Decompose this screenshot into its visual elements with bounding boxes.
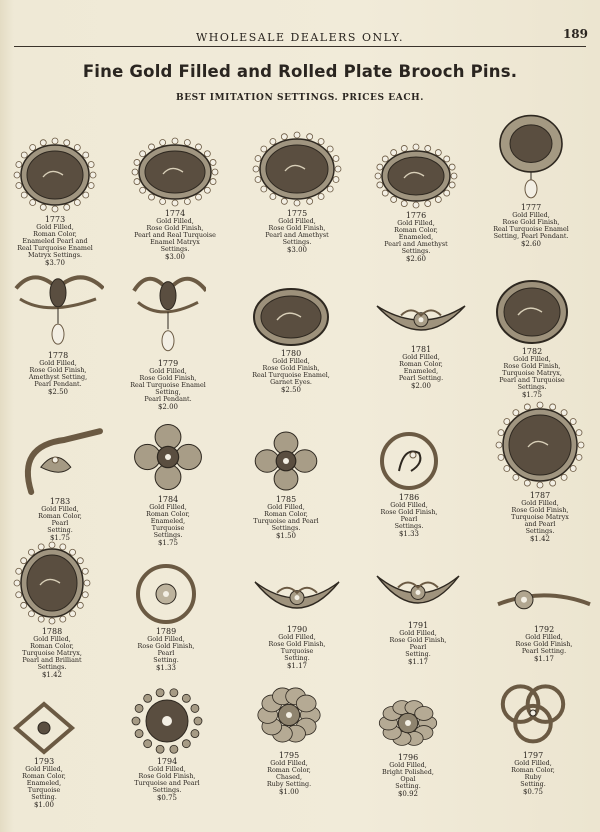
item-description-line: Pearl — [409, 643, 427, 651]
item-description-line: Pearl Pendant. — [34, 380, 82, 388]
item-description-line: Opal — [400, 775, 416, 783]
brooch-illustration — [238, 130, 356, 208]
header-rule — [14, 46, 586, 47]
item-price: $0.75 — [156, 794, 178, 802]
brooch-illustration — [109, 262, 227, 358]
item-number: 1786 — [398, 493, 420, 502]
brooch-item — [238, 576, 356, 670]
item-description-line: Enameled Pearl and — [22, 237, 88, 245]
item-description-line: Pearl — [51, 519, 69, 527]
item-number: 1795 — [278, 751, 300, 760]
item-description-line: Roman Color, — [394, 226, 438, 234]
item-price: $1.17 — [286, 662, 308, 670]
item-number: 1773 — [44, 215, 66, 224]
brooch-illustration — [0, 136, 114, 214]
item-description-line: Settings. — [517, 383, 547, 391]
item-description-line: Gold Filled, — [512, 211, 550, 219]
item-description-line: Gold Filled, — [390, 501, 428, 509]
item-description-line: Enamel Matryx — [150, 238, 200, 246]
item-number: 1791 — [407, 621, 429, 630]
brooch-illustration — [485, 580, 600, 624]
brooch-illustration — [472, 108, 590, 202]
item-description-line: Rose Gold Finish, — [262, 364, 320, 372]
item-description-line: Gold Filled, — [521, 499, 559, 507]
item-description-line: Setting. — [405, 650, 431, 658]
page-subtitle: BEST IMITATION SETTINGS. PRICES EACH. — [176, 93, 424, 103]
item-description-line: Roman Color, — [399, 360, 443, 368]
item-price: $2.00 — [157, 403, 179, 411]
brooch-illustration — [473, 278, 591, 346]
brooch-item — [109, 420, 227, 547]
item-description-line: Ruby Setting. — [266, 780, 312, 788]
item-price: $1.75 — [49, 534, 71, 542]
page-title: Fine Gold Filled and Rolled Plate Brooch Pins. — [82, 62, 518, 81]
item-description-line: Real Turquoise Enamel, — [252, 371, 330, 379]
item-description-line: Rose Gold Finish, — [380, 508, 438, 516]
item-description-line: Pearl — [400, 515, 418, 523]
item-price: $1.33 — [155, 664, 177, 672]
item-price: $1.00 — [33, 801, 55, 809]
brooch-illustration — [350, 430, 468, 492]
item-description-line: Gold Filled, — [156, 217, 194, 225]
item-number: 1790 — [286, 625, 308, 634]
brooch-item — [473, 278, 591, 399]
item-description-line: Pearl and Turquoise — [499, 376, 565, 384]
brooch-item — [485, 580, 600, 663]
item-price: $3.00 — [286, 246, 308, 254]
item-price: $1.33 — [398, 530, 420, 538]
item-description-line: Roman Color, — [30, 642, 74, 650]
item-description-line: Setting. — [284, 654, 310, 662]
item-description-line: Enameled, — [150, 517, 186, 525]
brooch-illustration — [1, 424, 119, 496]
item-number: 1785 — [275, 495, 297, 504]
brooch-illustration — [362, 300, 480, 344]
brooch-item — [0, 136, 114, 267]
item-price: $1.00 — [278, 788, 300, 796]
item-description-line: Bright Polished, — [382, 768, 434, 776]
brooch-item — [0, 540, 111, 679]
item-description-line: Settings. — [525, 527, 555, 535]
item-description-line: Gold Filled, — [278, 217, 316, 225]
item-description-line: Rose Gold Finish, — [515, 640, 573, 648]
item-number: 1775 — [286, 209, 308, 218]
item-description-line: Settings. — [37, 663, 67, 671]
brooch-item — [474, 676, 592, 796]
item-description-line: Real Turquoise Enamel — [493, 225, 569, 233]
item-number: 1780 — [280, 349, 302, 358]
item-description-line: Turquoise — [151, 524, 185, 532]
brooch-illustration — [0, 700, 103, 756]
item-number: 1777 — [520, 203, 542, 212]
brooch-item — [481, 400, 599, 543]
brooch-illustration — [0, 540, 111, 626]
brooch-item — [238, 130, 356, 254]
item-number: 1776 — [405, 211, 427, 220]
item-description-line: Pearl and Brilliant — [22, 656, 82, 664]
brooch-illustration — [232, 286, 350, 348]
item-description-line: Setting. — [47, 526, 73, 534]
item-description-line: Roman Color, — [22, 772, 66, 780]
brooch-illustration — [357, 142, 475, 210]
brooch-item — [0, 262, 117, 396]
item-price: $3.70 — [44, 259, 66, 267]
item-description-line: Gold Filled, — [36, 223, 74, 231]
item-description-line: Turquoise and Pearl — [253, 517, 319, 525]
item-price: $2.50 — [280, 386, 302, 394]
brooch-item — [227, 428, 345, 540]
item-description-line: Gold Filled, — [39, 359, 77, 367]
item-description-line: Gold Filled, — [525, 633, 563, 641]
item-description-line: Gold Filled, — [25, 765, 63, 773]
item-description-line: Setting. — [31, 793, 57, 801]
item-description-line: Pearl Setting. — [521, 647, 567, 655]
brooch-item — [350, 430, 468, 538]
item-description-line: Setting. — [153, 656, 179, 664]
item-number: 1788 — [41, 627, 63, 636]
item-description-line: Rose Gold Finish, — [268, 224, 326, 232]
item-description-line: Gold Filled, — [399, 629, 437, 637]
brooch-item — [0, 700, 103, 809]
brooch-item — [1, 424, 119, 542]
item-description-line: Roman Color, — [146, 510, 190, 518]
item-price: $2.60 — [405, 255, 427, 263]
item-price: $1.42 — [529, 535, 551, 543]
brooch-item — [232, 286, 350, 394]
item-price: $1.75 — [521, 391, 543, 399]
item-description-line: Settings. — [153, 531, 183, 539]
item-number: 1797 — [522, 751, 544, 760]
item-description-line: Chased, — [276, 773, 302, 781]
brooch-illustration — [0, 262, 117, 350]
item-description-line: Enameled, — [398, 233, 434, 241]
running-head: WHOLESALE DEALERS ONLY. — [195, 31, 405, 44]
item-price: $2.60 — [520, 240, 542, 248]
item-description-line: Turquoise — [27, 786, 61, 794]
item-description-line: Turquoise Matryx, — [502, 369, 562, 377]
item-description-line: Garnet Eyes. — [270, 378, 312, 386]
item-price: $1.50 — [275, 532, 297, 540]
item-description-line: Turquoise and Pearl — [134, 779, 200, 787]
item-price: $2.00 — [410, 382, 432, 390]
brooch-illustration — [481, 400, 599, 490]
brooch-item — [116, 136, 234, 261]
item-description-line: Rose Gold Finish, — [29, 366, 87, 374]
item-description-line: Amethyst Setting, — [28, 373, 88, 381]
item-number: 1778 — [47, 351, 69, 360]
brooch-illustration — [359, 570, 477, 620]
item-price: $3.00 — [164, 253, 186, 261]
item-description-line: Gold Filled, — [278, 633, 316, 641]
item-description-line: Rose Gold Finish, — [268, 640, 326, 648]
item-description-line: and Pearl — [524, 520, 556, 528]
item-price: $0.92 — [397, 790, 419, 798]
item-description-line: Turquoise — [280, 647, 314, 655]
item-description-line: Pearl and Amethyst — [384, 240, 448, 248]
item-description-line: Gold Filled, — [389, 761, 427, 769]
item-description-line: Gold Filled, — [149, 503, 187, 511]
item-description-line: Roman Color, — [33, 230, 77, 238]
brooch-illustration — [227, 428, 345, 494]
item-description-line: Gold Filled, — [149, 367, 187, 375]
item-description-line: Settings. — [401, 247, 431, 255]
item-price: $1.17 — [533, 655, 555, 663]
page-number: 189 — [562, 27, 588, 41]
item-description-line: Gold Filled, — [402, 353, 440, 361]
item-description-line: Turquoise Matryx, — [22, 649, 82, 657]
brooch-illustration — [474, 676, 592, 750]
item-description-line: Gold Filled, — [513, 355, 551, 363]
item-description-line: Rose Gold Finish, — [146, 224, 204, 232]
item-description-line: Gold Filled, — [514, 759, 552, 767]
item-description-line: Roman Color, — [38, 512, 82, 520]
brooch-illustration — [108, 686, 226, 756]
item-description-line: Pearl Pendant. — [144, 395, 192, 403]
brooch-illustration — [107, 562, 225, 626]
item-number: 1789 — [155, 627, 177, 636]
item-description-line: Setting, — [155, 388, 181, 396]
brooch-item — [109, 262, 227, 411]
item-number: 1779 — [157, 359, 179, 368]
item-description-line: Gold Filled, — [272, 357, 310, 365]
item-description-line: Setting. — [520, 780, 546, 788]
item-number: 1793 — [33, 757, 55, 766]
item-number: 1794 — [156, 757, 178, 766]
item-description-line: Rose Gold Finish, — [389, 636, 447, 644]
item-description-line: Enameled, — [26, 779, 62, 787]
brooch-illustration — [109, 420, 227, 494]
item-description-line: Roman Color, — [267, 766, 311, 774]
brooch-illustration — [230, 680, 348, 750]
item-description-line: Matryx Settings. — [27, 251, 83, 259]
item-description-line: Settings. — [271, 524, 301, 532]
item-description-line: Enameled, — [403, 367, 439, 375]
item-description-line: Real Turquoise Enamel — [130, 381, 206, 389]
item-number: 1787 — [529, 491, 551, 500]
item-number: 1781 — [410, 345, 432, 354]
brooch-illustration — [238, 576, 356, 624]
item-description-line: Rose Gold Finish, — [137, 642, 195, 650]
brooch-illustration — [116, 136, 234, 208]
item-number: 1796 — [397, 753, 419, 762]
brooch-item — [359, 570, 477, 666]
item-number: 1782 — [521, 347, 543, 356]
item-description-line: Settings. — [152, 786, 182, 794]
item-price: $1.75 — [157, 539, 179, 547]
item-description-line: Rose Gold Finish, — [511, 506, 569, 514]
item-description-line: Pearl Setting. — [398, 374, 444, 382]
item-number: 1774 — [164, 209, 186, 218]
item-price: $1.17 — [407, 658, 429, 666]
item-description-line: Rose Gold Finish, — [502, 218, 560, 226]
item-description-line: Ruby — [524, 773, 542, 781]
item-description-line: Turquoise Matryx — [511, 513, 569, 521]
item-number: 1783 — [49, 497, 71, 506]
item-description-line: Gold Filled, — [148, 765, 186, 773]
item-description-line: Settings. — [160, 245, 190, 253]
item-price: $1.42 — [41, 671, 63, 679]
item-description-line: Real Turquoise Enamel — [17, 244, 93, 252]
item-description-line: Roman Color, — [264, 510, 308, 518]
item-number: 1784 — [157, 495, 179, 504]
item-description-line: Gold Filled, — [147, 635, 185, 643]
item-description-line: Setting, Pearl Pendant. — [493, 232, 569, 240]
item-number: 1792 — [533, 625, 555, 634]
brooch-item — [362, 300, 480, 390]
item-description-line: Pearl and Real Turquoise — [134, 231, 216, 239]
item-description-line: Gold Filled, — [267, 503, 305, 511]
brooch-item — [349, 694, 467, 798]
item-description-line: Gold Filled, — [397, 219, 435, 227]
brooch-illustration — [349, 694, 467, 752]
brooch-item — [230, 680, 348, 796]
item-description-line: Settings. — [394, 522, 424, 530]
item-price: $0.75 — [522, 788, 544, 796]
brooch-item — [108, 686, 226, 802]
item-price: $2.50 — [47, 388, 69, 396]
brooch-item — [357, 142, 475, 263]
item-description-line: Gold Filled, — [270, 759, 308, 767]
item-description-line: Setting. — [395, 782, 421, 790]
item-description-line: Rose Gold Finish, — [139, 374, 197, 382]
item-description-line: Rose Gold Finish, — [503, 362, 561, 370]
item-description-line: Rose Gold Finish, — [138, 772, 196, 780]
item-description-line: Gold Filled, — [41, 505, 79, 513]
item-description-line: Settings. — [282, 238, 312, 246]
item-description-line: Pearl and Amethyst — [265, 231, 329, 239]
brooch-item — [472, 108, 590, 248]
item-description-line: Gold Filled, — [33, 635, 71, 643]
item-description-line: Roman Color, — [511, 766, 555, 774]
brooch-item — [107, 562, 225, 672]
item-description-line: Pearl — [157, 649, 175, 657]
